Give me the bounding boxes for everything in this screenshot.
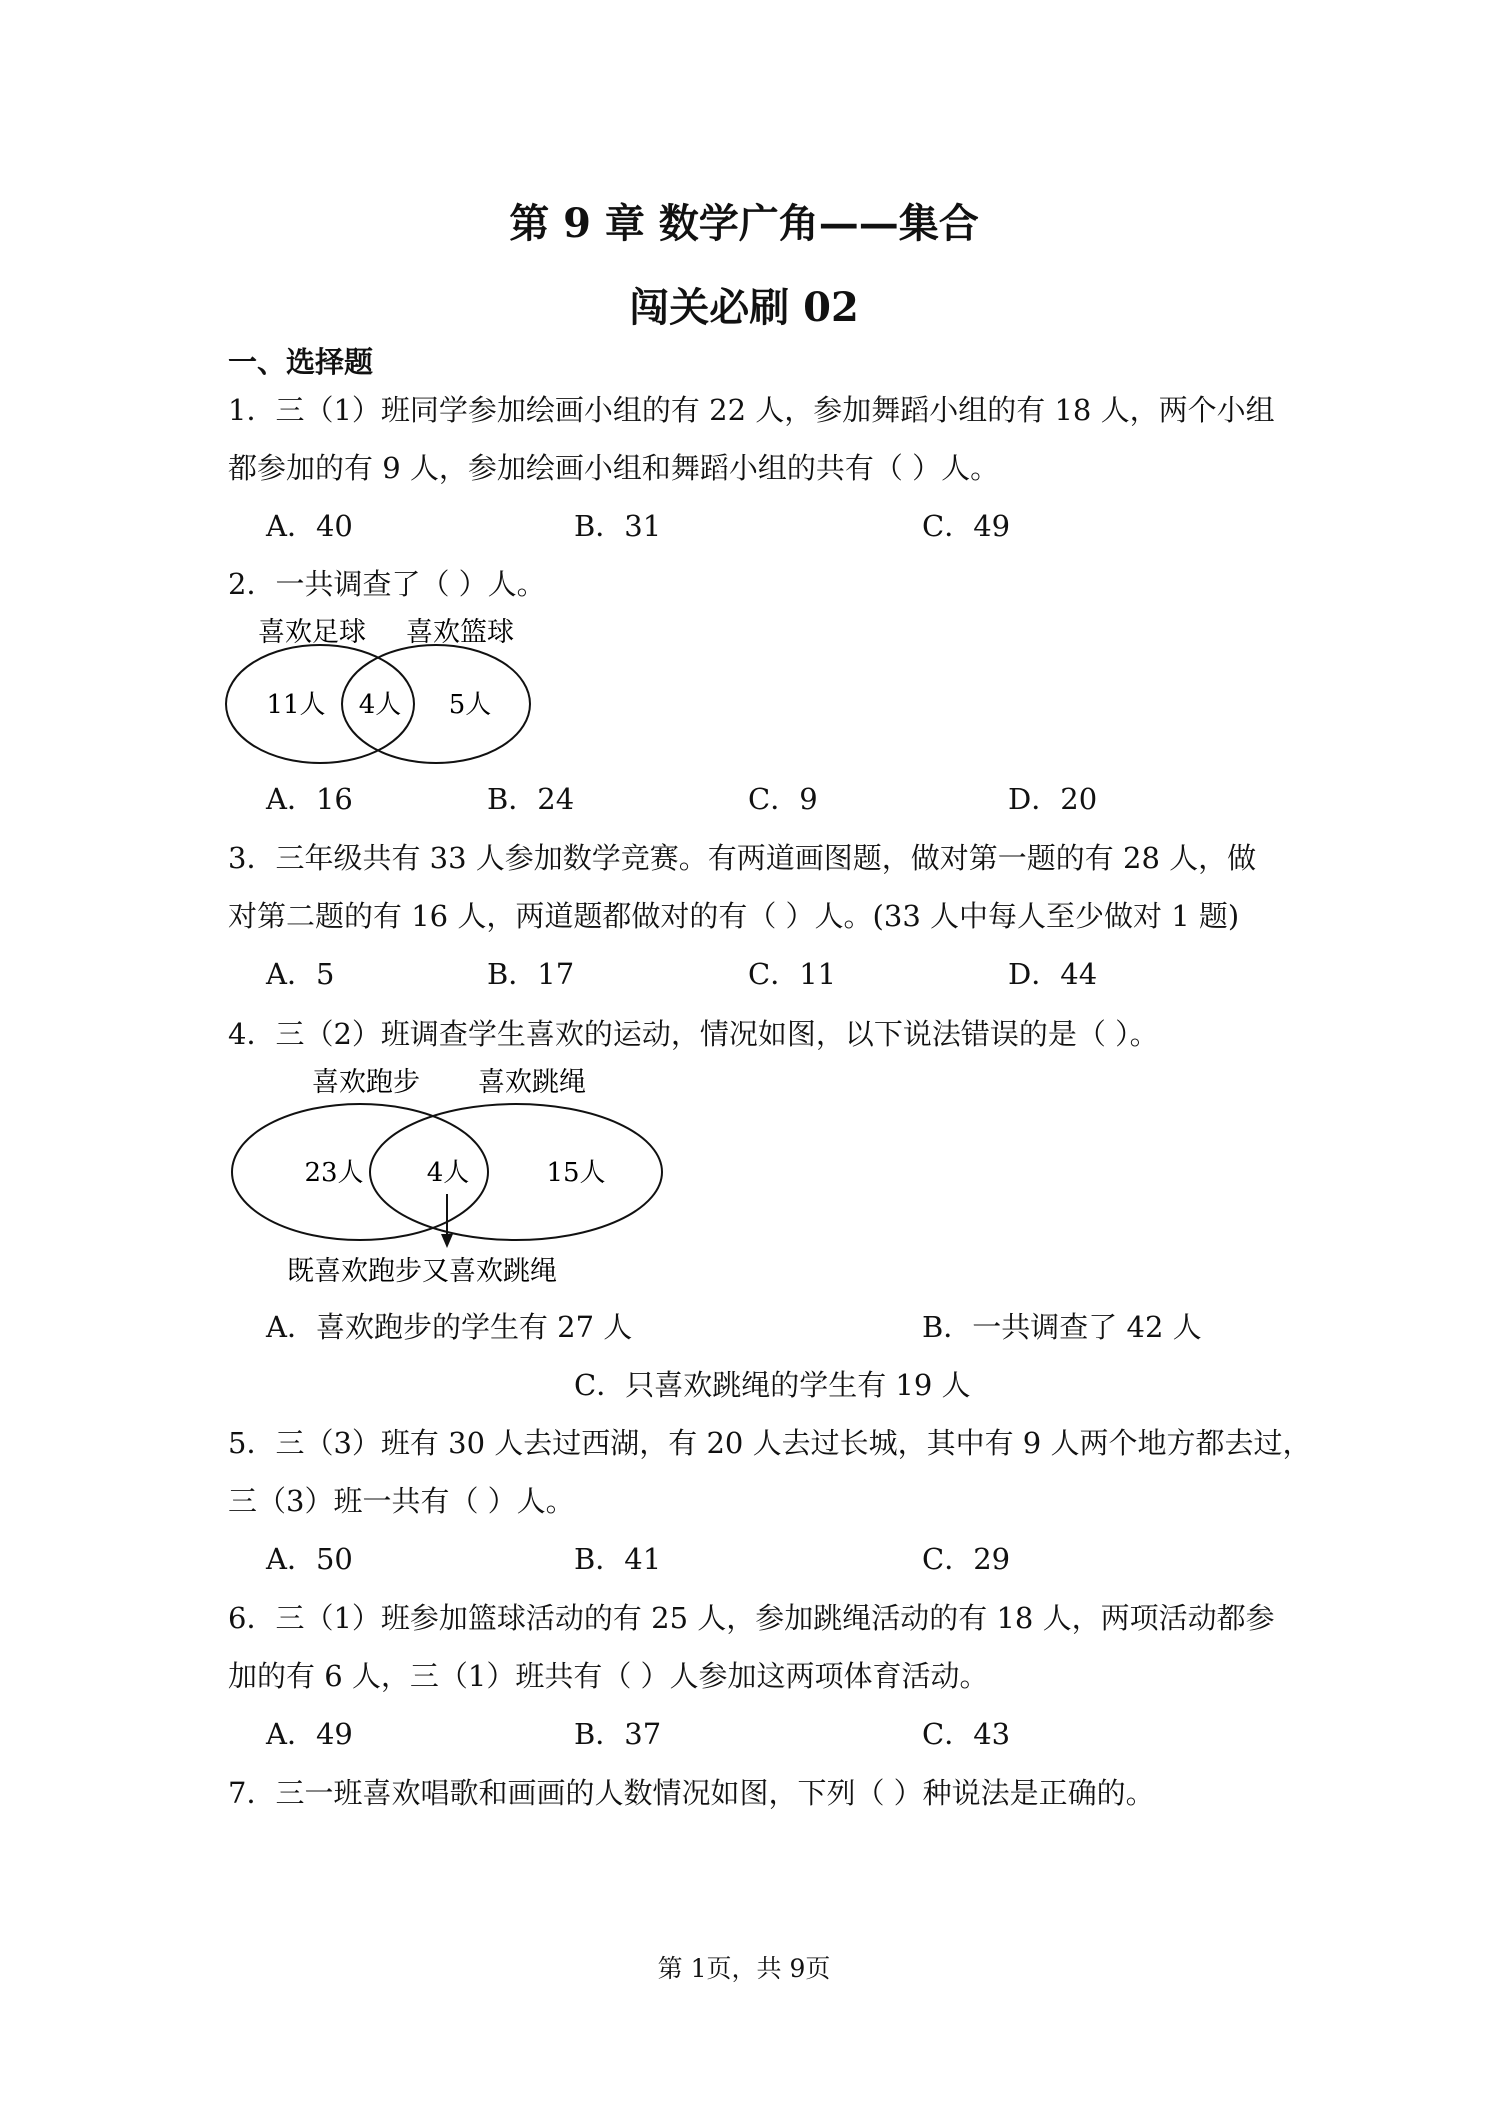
q1-line1: 1．三（1）班同学参加绘画小组的有 22 人，参加舞蹈小组的有 18 人，两个小组 xyxy=(228,393,1275,427)
q6-line1: 6．三（1）班参加篮球活动的有 25 人，参加跳绳活动的有 18 人，两项活动都参 xyxy=(228,1601,1275,1635)
q4-venn-left-label: 喜欢跑步 xyxy=(312,1067,420,1098)
q6-option-b: B．37 xyxy=(574,1717,662,1751)
q2-venn-middle-value: 4人 xyxy=(358,690,402,720)
q6-line2: 加的有 6 人，三（1）班共有（ ）人参加这两项体育活动。 xyxy=(228,1659,989,1693)
q2-option-b: B．24 xyxy=(487,782,575,816)
q2-venn-left-label: 喜欢足球 xyxy=(258,617,366,648)
q3-option-a: A．5 xyxy=(266,957,335,991)
q2-venn-right-label: 喜欢篮球 xyxy=(406,617,514,648)
q5-option-a: A．50 xyxy=(266,1542,353,1576)
q5-line1: 5．三（3）班有 30 人去过西湖，有 20 人去过长城，其中有 9 人两个地方都去过， xyxy=(228,1426,1312,1460)
chapter-title: 第 9 章 数学广角——集合 xyxy=(509,200,979,247)
q4-venn-right-label: 喜欢跳绳 xyxy=(478,1067,586,1098)
q3-option-b: B．17 xyxy=(487,957,575,991)
q2-venn-diagram xyxy=(0,600,1488,790)
q4-venn-arrow-label: 既喜欢跑步又喜欢跳绳 xyxy=(287,1256,557,1287)
q4-venn-right-circle xyxy=(370,1104,662,1240)
q3-option-d: D．44 xyxy=(1008,957,1098,991)
q1-option-a: A．40 xyxy=(266,509,353,543)
q4-venn-arrow-head xyxy=(441,1234,453,1248)
q3-line1: 3．三年级共有 33 人参加数学竞赛。有两道画图题，做对第一题的有 28 人，做 xyxy=(228,841,1257,875)
q2-option-d: D．20 xyxy=(1008,782,1098,816)
q4-option-b: B．一共调查了 42 人 xyxy=(922,1310,1202,1344)
q4-line1: 4．三（2）班调查学生喜欢的运动，情况如图，以下说法错误的是（ ）。 xyxy=(228,1017,1159,1051)
q6-option-a: A．49 xyxy=(266,1717,353,1751)
q1-option-c: C．49 xyxy=(922,509,1011,543)
q5-option-c: C．29 xyxy=(922,1542,1011,1576)
q3-option-c: C．11 xyxy=(748,957,837,991)
q4-option-a: A．喜欢跑步的学生有 27 人 xyxy=(266,1310,633,1344)
q7-line1: 7．三一班喜欢唱歌和画画的人数情况如图，下列（ ）种说法是正确的。 xyxy=(228,1776,1155,1810)
q1-line2: 都参加的有 9 人，参加绘画小组和舞蹈小组的共有（ ）人。 xyxy=(228,451,1000,485)
q4-venn-diagram xyxy=(0,1050,1488,1300)
q2-option-c: C．9 xyxy=(748,782,818,816)
q4-venn-left-value: 23人 xyxy=(304,1158,364,1188)
q5-option-b: B．41 xyxy=(574,1542,662,1576)
q2-option-a: A．16 xyxy=(266,782,353,816)
section-heading: 一、选择题 xyxy=(228,345,374,379)
q1-option-b: B．31 xyxy=(574,509,662,543)
q2-venn-left-value: 11人 xyxy=(266,690,326,720)
page-footer: 第 1页，共 9页 xyxy=(657,1954,831,1983)
q4-venn-right-value: 15人 xyxy=(546,1158,606,1188)
q5-line2: 三（3）班一共有（ ）人。 xyxy=(228,1484,575,1518)
q3-line2: 对第二题的有 16 人，两道题都做对的有（ ）人。(33 人中每人至少做对 1 题) xyxy=(228,899,1240,933)
worksheet-subtitle: 闯关必刷 02 xyxy=(629,284,859,331)
q4-option-c: C．只喜欢跳绳的学生有 19 人 xyxy=(574,1368,971,1402)
q2-venn-right-value: 5人 xyxy=(448,690,492,720)
q2-line1: 2．一共调查了（ ）人。 xyxy=(228,567,546,601)
q6-option-c: C．43 xyxy=(922,1717,1011,1751)
q4-venn-middle-value: 4人 xyxy=(426,1158,470,1188)
